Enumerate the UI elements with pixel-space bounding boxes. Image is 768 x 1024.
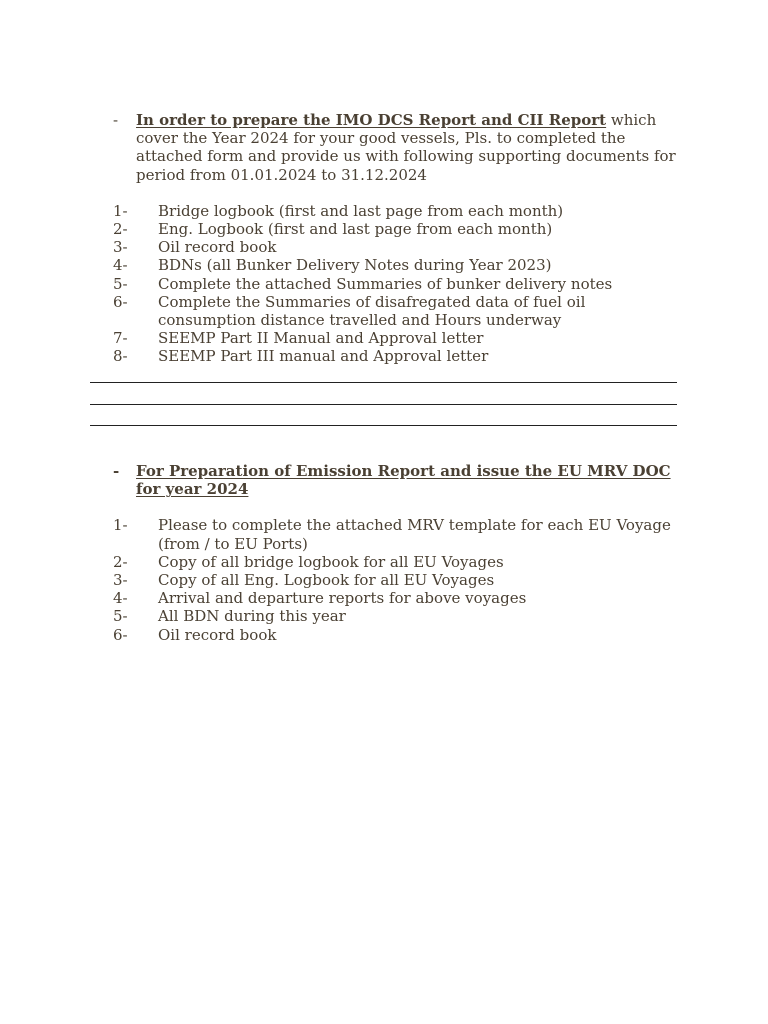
item-text: Arrival and departure reports for above voyages [158,589,527,608]
eu-mrv-intro-text [136,462,683,498]
item-number: 5- [113,274,128,293]
item-number: 6- [113,292,128,311]
eu-mrv-intro [113,462,683,498]
imo-dcs-intro-text [136,111,683,184]
item-text: Copy of all bridge logbook for all EU Voyages [158,552,504,571]
imo-dcs-document-list [113,202,683,366]
item-text: SEEMP Part II Manual and Approval letter [158,329,484,348]
item-text: Oil record book [158,238,277,257]
list-item [113,238,683,256]
item-number: 4- [113,256,128,275]
item-text: Copy of all Eng. Logbook for all EU Voyages [158,571,495,590]
item-number: 8- [113,347,128,366]
item-text: All BDN during this year [158,607,346,626]
imo-dcs-intro-body: which cover the Year 2024 for your good vessels, Pls. to completed the attached form and provide us with following supporting documents for period from 01.01.2024 to 31.12.2024 [136,111,676,184]
item-number: 1- [113,516,128,535]
item-number: 1- [113,201,128,220]
eu-mrv-document-list [113,516,683,643]
item-number: 5- [113,607,128,626]
list-item [113,293,683,329]
item-text: Please to complete the attached MRV template for each EU Voyage (from / to EU Ports) [158,516,671,553]
imo-dcs-heading: In order to prepare the IMO DCS Report and CII Report [136,111,607,129]
horizontal-rule [90,404,677,405]
imo-dcs-intro [113,111,683,184]
imo-dcs-section [113,111,683,366]
bullet-dash: - [113,462,120,480]
list-item [113,329,683,347]
eu-mrv-section [113,462,683,644]
item-text: Complete the attached Summaries of bunker delivery notes [158,274,613,293]
list-item [113,275,683,293]
item-text: Complete the Summaries of disafregated data of fuel oil consumption distance travelled and Hours underway [158,292,586,330]
item-number: 6- [113,625,128,644]
item-number: 7- [113,329,128,348]
eu-mrv-heading: For Preparation of Emission Report and issue the EU MRV DOC for year 2024 [136,462,671,499]
list-item [113,516,683,552]
list-item [113,553,683,571]
item-number: 4- [113,589,128,608]
item-text: SEEMP Part III manual and Approval letter [158,347,489,366]
list-item [113,256,683,274]
bullet-dash: - [113,111,119,129]
item-number: 2- [113,220,128,239]
list-item [113,571,683,589]
item-text: Eng. Logbook (first and last page from each month) [158,220,553,239]
list-item [113,220,683,238]
list-item [113,589,683,607]
list-item [113,347,683,365]
list-item [113,626,683,644]
horizontal-rule [90,382,677,383]
item-text: Oil record book [158,625,277,644]
horizontal-rule [90,425,677,426]
item-number: 3- [113,571,128,590]
item-number: 2- [113,552,128,571]
item-number: 3- [113,238,128,257]
list-item [113,202,683,220]
item-text: BDNs (all Bunker Delivery Notes during Year 2023) [158,256,552,275]
list-item [113,607,683,625]
item-text: Bridge logbook (first and last page from each month) [158,201,564,220]
